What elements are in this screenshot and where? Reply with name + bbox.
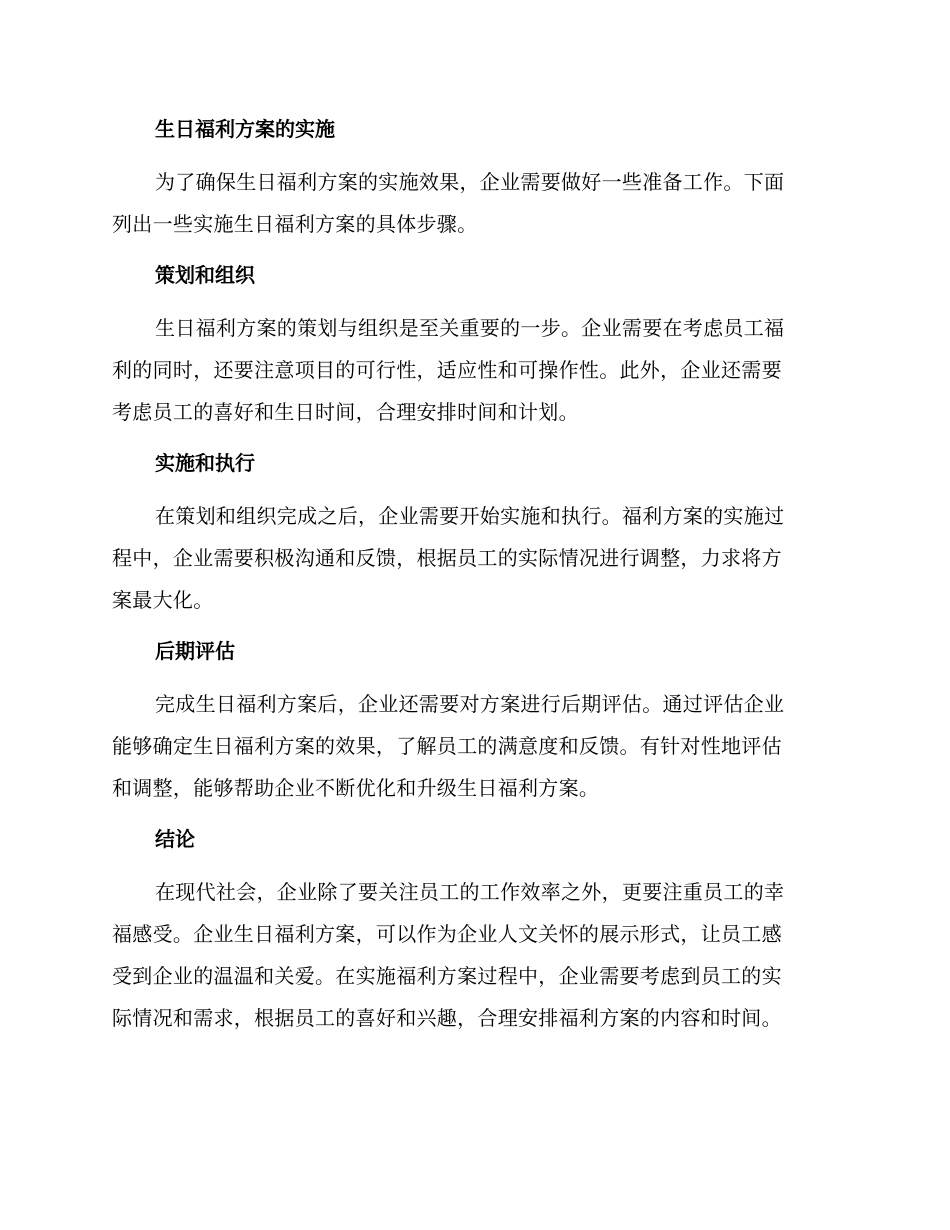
section-heading-conclusion: 结论 [155,827,195,851]
section-paragraph-evaluation [112,683,830,809]
section-paragraph-planning [112,307,830,433]
section-heading-execution: 实施和执行 [155,451,255,475]
document-body [112,111,830,1051]
section-paragraph-execution [112,495,830,621]
paragraph-line: 程中，企业需要积极沟通和反馈，根据员工的实际情况进行调整，力求将方 [112,546,782,570]
paragraph-line: 生日福利方案的策划与组织是至关重要的一步。企业需要在考虑员工福 [155,316,785,340]
paragraph-line: 列出一些实施生日福利方案的具体步骤。 [112,212,478,236]
paragraph-line: 际情况和需求，根据员工的喜好和兴趣，合理安排福利方案的内容和时间。 [112,1006,782,1030]
paragraph-line: 在现代社会，企业除了要关注员工的工作效率之外，更要注重员工的幸 [155,880,785,904]
paragraph-line: 能够确定生日福利方案的效果，了解员工的满意度和反馈。有针对性地评估 [112,734,782,758]
section-paragraph-implementation [112,161,830,245]
paragraph-line: 完成生日福利方案后，企业还需要对方案进行后期评估。通过评估企业 [155,692,785,716]
section-paragraph-conclusion [112,871,830,1039]
section-heading-evaluation: 后期评估 [155,639,235,663]
paragraph-line: 为了确保生日福利方案的实施效果，企业需要做好一些准备工作。下面 [155,170,785,194]
section-heading-implementation: 生日福利方案的实施 [155,117,335,141]
paragraph-line: 福感受。企业生日福利方案，可以作为企业人文关怀的展示形式，让员工感 [112,922,782,946]
paragraph-line: 案最大化。 [112,588,214,612]
paragraph-line: 在策划和组织完成之后，企业需要开始实施和执行。福利方案的实施过 [155,504,785,528]
paragraph-line: 考虑员工的喜好和生日时间，合理安排时间和计划。 [112,400,579,424]
paragraph-line: 受到企业的温温和关爱。在实施福利方案过程中，企业需要考虑到员工的实 [112,964,782,988]
paragraph-line: 和调整，能够帮助企业不断优化和升级生日福利方案。 [112,776,600,800]
paragraph-line: 利的同时，还要注意项目的可行性，适应性和可操作性。此外，企业还需要 [112,358,782,382]
section-heading-planning: 策划和组织 [155,263,255,287]
